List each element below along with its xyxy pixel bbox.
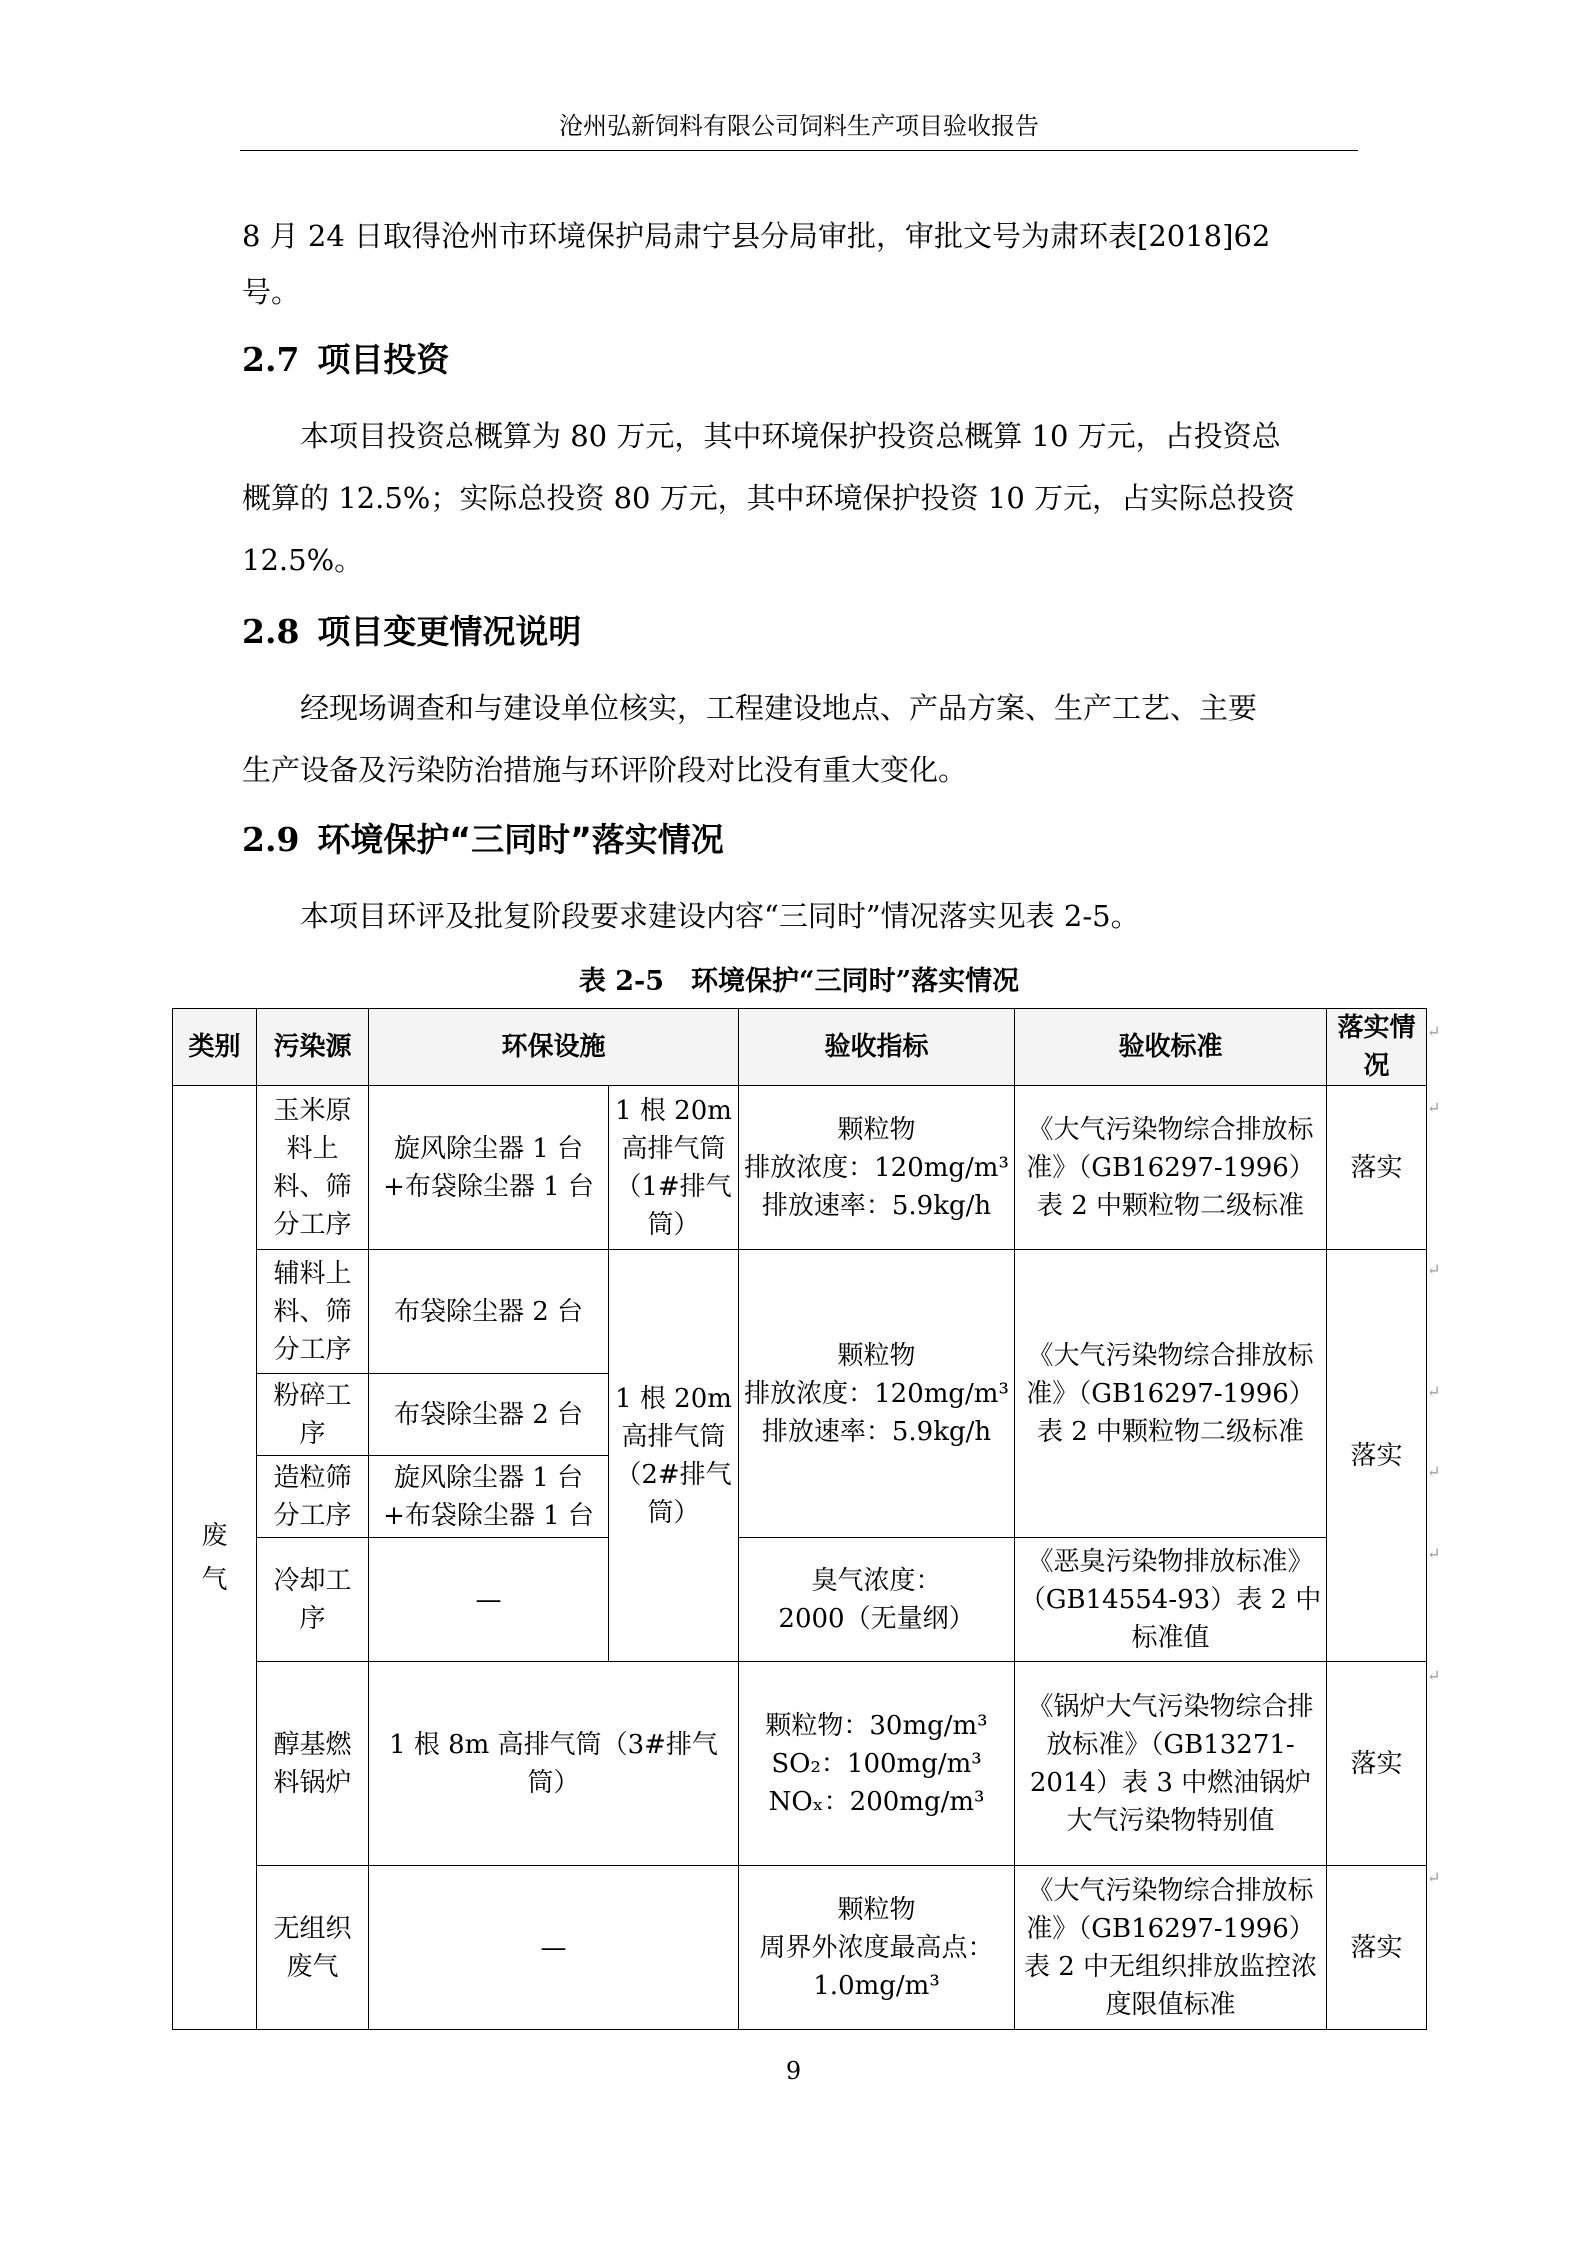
paragraph-line: 本项目投资总概算为 80 万元，其中环境保护投资总概算 10 万元，占投资总 [300, 419, 1281, 453]
source-cell: 醇基燃料锅炉 [257, 1662, 369, 1866]
source-cell: 辅料上料、筛分工序 [257, 1250, 369, 1374]
standard-cell: 《大气污染物综合排放标准》（GB16297-1996）表 2 中颗粒物二级标准 [1015, 1250, 1327, 1538]
category-cell: 废气 [173, 1086, 257, 2030]
paragraph-line: 生产设备及污染防治措施与环评阶段对比没有重大变化。 [242, 753, 968, 787]
header-category: 类别 [173, 1009, 257, 1086]
paragraph-line: 12.5%。 [242, 543, 364, 577]
return-mark-icon: ↵ [1427, 1098, 1441, 1117]
standard-cell: 《恶臭污染物排放标准》（GB14554-93）表 2 中标准值 [1015, 1538, 1327, 1662]
paragraph-line: 经现场调查和与建设单位核实，工程建设地点、产品方案、生产工艺、主要 [300, 691, 1258, 725]
indicator-cell: 颗粒物 排放浓度：120mg/m³ 排放速率：5.9kg/h [739, 1086, 1015, 1250]
paragraph-line: 概算的 12.5%；实际总投资 80 万元，其中环境保护投资 10 万元，占实际总投资 [242, 481, 1296, 515]
stack-cell: 1 根 20m 高排气筒（1#排气筒） [609, 1086, 739, 1250]
device-cell: 旋风除尘器 1 台+布袋除尘器 1 台 [369, 1086, 609, 1250]
section-heading-2-9 [242, 818, 724, 862]
section-heading-2-8 [242, 610, 581, 654]
source-cell: 造粒筛分工序 [257, 1456, 369, 1538]
header-indicator: 验收指标 [739, 1009, 1015, 1086]
device-cell: 1 根 8m 高排气筒（3#排气筒） [369, 1662, 739, 1866]
section-title: 项目投资 [317, 340, 450, 379]
device-cell: 布袋除尘器 2 台 [369, 1374, 609, 1456]
section-heading-2-7 [242, 338, 449, 382]
intro-line-1: 8 月 24 日取得沧州市环境保护局肃宁县分局审批，审批文号为肃环表[2018]62 [242, 219, 1271, 253]
status-cell: 落实 [1327, 1662, 1427, 1866]
section-number: 2.7 [242, 340, 300, 379]
table-row [173, 1662, 1427, 1866]
page-number: 9 [785, 2057, 802, 2085]
source-cell: 粉碎工序 [257, 1374, 369, 1456]
indicator-cell: 颗粒物：30mg/m³ SO₂：100mg/m³ NOₓ：200mg/m³ [739, 1662, 1015, 1866]
indicator-cell: 颗粒物 排放浓度：120mg/m³ 排放速率：5.9kg/h [739, 1250, 1015, 1538]
source-cell: 冷却工序 [257, 1538, 369, 1662]
standard-cell: 《锅炉大气污染物综合排放标准》（GB13271-2014）表 3 中燃油锅炉大气污染物特别值 [1015, 1662, 1327, 1866]
stack-cell: 1 根 20m 高排气筒（2#排气筒） [609, 1250, 739, 1662]
header-standard: 验收标准 [1015, 1009, 1327, 1086]
paragraph-line: 本项目环评及批复阶段要求建设内容“三同时”情况落实见表 2-5。 [300, 899, 1140, 933]
header-facility: 环保设施 [369, 1009, 739, 1086]
intro-line-2: 号。 [242, 275, 301, 309]
table-caption: 表 2-5 环境保护“三同时”落实情况 [578, 966, 1020, 997]
status-cell: 落实 [1327, 1086, 1427, 1250]
indicator-cell: 臭气浓度： 2000（无量纲） [739, 1538, 1015, 1662]
section-number: 2.8 [242, 612, 300, 651]
return-mark-icon: ↵ [1427, 1666, 1441, 1685]
section-number: 2.9 [242, 820, 300, 859]
return-mark-icon: ↵ [1427, 1022, 1441, 1041]
standard-cell: 《大气污染物综合排放标准》（GB16297-1996）表 2 中无组织排放监控浓度限值标准 [1015, 1866, 1327, 2030]
header-source: 污染源 [257, 1009, 369, 1086]
device-cell: — [369, 1538, 609, 1662]
return-mark-icon: ↵ [1427, 1260, 1441, 1279]
return-mark-icon: ↵ [1427, 1382, 1441, 1401]
page-header: 沧州弘新饲料有限公司饲料生产项目验收报告 [559, 112, 1039, 140]
device-cell: 旋风除尘器 1 台+布袋除尘器 1 台 [369, 1456, 609, 1538]
table-row [173, 1538, 1427, 1662]
status-cell: 落实 [1327, 1250, 1427, 1662]
table-row [173, 1866, 1427, 2030]
device-cell: 布袋除尘器 2 台 [369, 1250, 609, 1374]
header-status: 落实情况 [1327, 1009, 1427, 1086]
return-mark-icon: ↵ [1427, 1462, 1441, 1481]
section-title: 环境保护“三同时”落实情况 [317, 820, 724, 859]
status-cell: 落实 [1327, 1866, 1427, 2030]
standard-cell: 《大气污染物综合排放标准》（GB16297-1996）表 2 中颗粒物二级标准 [1015, 1086, 1327, 1250]
table-row [173, 1250, 1427, 1374]
header-rule [240, 150, 1358, 151]
three-simultaneous-table [172, 1008, 1427, 2030]
table-header-row [173, 1009, 1427, 1086]
table-row [173, 1086, 1427, 1250]
indicator-cell: 颗粒物 周界外浓度最高点： 1.0mg/m³ [739, 1866, 1015, 2030]
return-mark-icon: ↵ [1427, 1544, 1441, 1563]
device-cell: — [369, 1866, 739, 2030]
return-mark-icon: ↵ [1427, 1868, 1441, 1887]
section-title: 项目变更情况说明 [317, 612, 582, 651]
source-cell: 玉米原料上料、筛分工序 [257, 1086, 369, 1250]
source-cell: 无组织废气 [257, 1866, 369, 2030]
